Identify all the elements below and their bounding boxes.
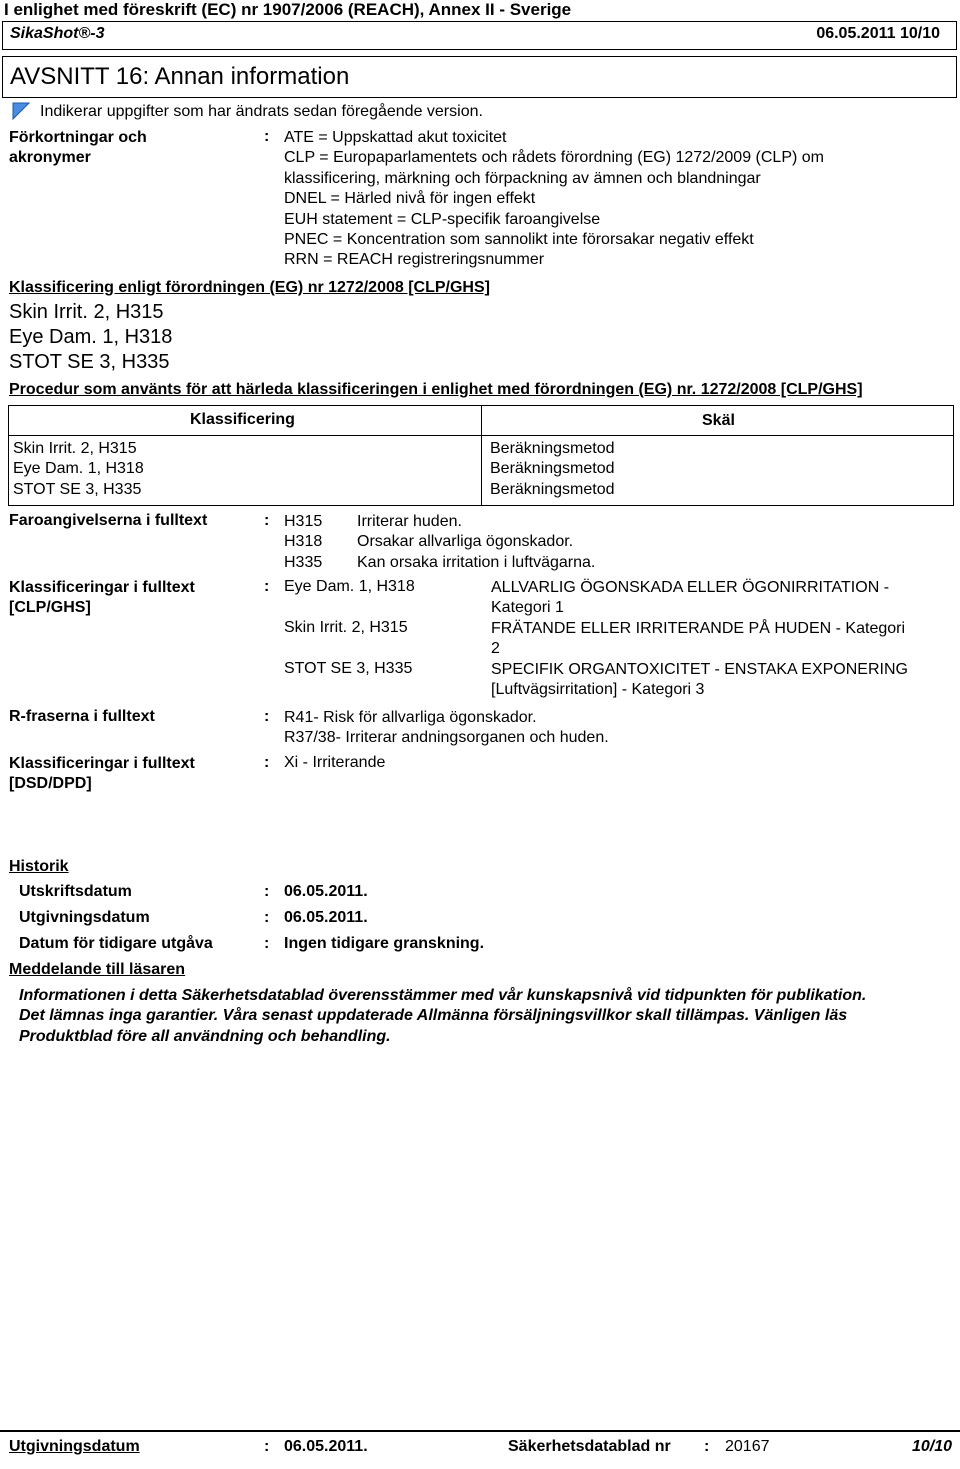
notice-text: Informationen i detta Säkerhetsdatablad överensstämmer med vår kunskapsnivå vid tidpunkten för publikation. Det lämnas inga garantier. Våra senast uppdaterade Allmänna försäljningsvillkor skall tillämpas. Vänligen läs Produktblad före all användning och behandling. [19,987,867,1045]
table-cell: STOT SE 3, H335 [13,480,142,498]
notice-heading: Meddelande till läsaren [9,961,186,978]
clp-full-colon: : [264,578,270,595]
abbrev-line: ATE = Uppskattad akut toxicitet [284,129,507,146]
table-cell: Beräkningsmetod [490,460,615,478]
classification-heading: Klassificering enligt förordningen (EG) nr 1272/2008 [CLP/GHS] [9,279,490,296]
footer-divider [0,1430,960,1432]
procedure-classifications [13,439,144,500]
clp-text: SPECIFIK ORGANTOXICITET - ENSTAKA EXPONERING [Luftvägsirritation] - Kategori 3 [491,661,908,699]
history-colon: : [264,935,270,952]
header-box [2,21,957,50]
abbrev-line: CLP = Europaparlamentets och rådets förordning (EG) 1272/2009 (CLP) om [284,149,824,167]
clp-text: FRÄTANDE ELLER IRRITERANDE PÅ HUDEN - Kategori 2 [491,620,906,658]
history-label: Datum för tidigare utgåva [19,935,213,952]
history-value: Ingen tidigare granskning. [284,935,485,952]
hazard-full-label: Faroangivelserna i fulltext [9,512,208,529]
document-title: I enlighet med föreskrift (EC) nr 1907/2006 (REACH), Annex II - Sverige [4,0,572,19]
procedure-reasons [490,439,615,500]
changed-indicator-icon [12,102,30,120]
section-title: AVSNITT 16: Annan information [10,63,350,90]
dsd-full-label: Klassificeringar i fulltext [DSD/DPD] [9,755,195,793]
footer-colon: : [704,1438,710,1455]
dsd-text: Xi - Irriterande [284,754,386,771]
clp-text: ALLVARLIG ÖGONSKADA ELLER ÖGONIRRITATION - Kategori 1 [491,579,890,617]
r-phrases: R41- Risk för allvarliga ögonskador. R37/38- Irriterar andningsorganen och huden. [284,709,609,747]
col-reason-label: Skäl [702,412,735,429]
col-classification-label: Klassificering [190,411,295,428]
footer-sds-label: Säkerhetsdatablad nr [508,1438,671,1455]
clp-full-label: Klassificeringar i fulltext [CLP/GHS] [9,579,195,617]
r-full-label: R-fraserna i fulltext [9,708,155,725]
clp-code: Skin Irrit. 2, H315 [284,619,408,636]
abbrev-line: RRN = REACH registreringsnummer [284,251,545,269]
product-name: SikaShot®-3 [10,25,105,42]
abbrev-line: PNEC = Koncentration som sannolikt inte förorsakar negativ effekt [284,231,754,249]
r-full-colon: : [264,708,270,725]
footer-page: 10/10 [911,1438,952,1455]
table-cell: Beräkningsmetod [490,440,615,457]
history-value: 06.05.2011. [284,909,368,926]
history-heading: Historik [9,858,69,875]
hazard-texts: Irriterar huden. Orsakar allvarliga ögonskador. Kan orsaka irritation i luftvägarna. [357,513,596,571]
abbrev-label: Förkortningar och akronymer [9,129,147,167]
abbrev-colon: : [264,128,270,145]
abbrev-line: DNEL = Härled nivå för ingen effekt [284,190,536,208]
hazard-full-colon: : [264,512,270,529]
procedure-heading: Procedur som använts för att härleda klassificeringen i enlighet med förordningen (EG) nr. 1272/2008 [CLP/GHS] [9,381,863,398]
classification-list [9,300,172,375]
table-cell: Beräkningsmetod [490,480,615,498]
classification-item: Skin Irrit. 2, H315 [9,301,164,323]
history-value: 06.05.2011. [284,883,368,900]
footer-issue-date: 06.05.2011. [284,1438,368,1455]
clp-code: STOT SE 3, H335 [284,660,413,677]
footer-colon: : [264,1438,270,1455]
clp-code: Eye Dam. 1, H318 [284,578,415,595]
footer-sds-number: 20167 [725,1438,770,1455]
history-colon: : [264,883,270,900]
header-date-page: 06.05.2011 10/10 [816,25,940,42]
classification-item: Eye Dam. 1, H318 [9,326,173,348]
classification-item: STOT SE 3, H335 [9,351,170,373]
abbrev-line: EUH statement = CLP-specifik faroangivelse [284,210,601,228]
history-label: Utgivningsdatum [19,909,150,926]
abbrev-line: klassificering, märkning och förpackning av ämnen och blandningar [284,169,761,187]
dsd-full-colon: : [264,754,270,771]
changed-note: Indikerar uppgifter som har ändrats sedan föregående version. [40,103,483,120]
table-cell: Skin Irrit. 2, H315 [13,440,137,457]
history-label: Utskriftsdatum [19,883,132,900]
history-colon: : [264,909,270,926]
table-cell: Eye Dam. 1, H318 [13,460,144,478]
hazard-codes: H315 H318 H335 [284,513,323,571]
footer-issue-label: Utgivningsdatum [9,1438,140,1455]
abbrev-list [284,128,824,271]
